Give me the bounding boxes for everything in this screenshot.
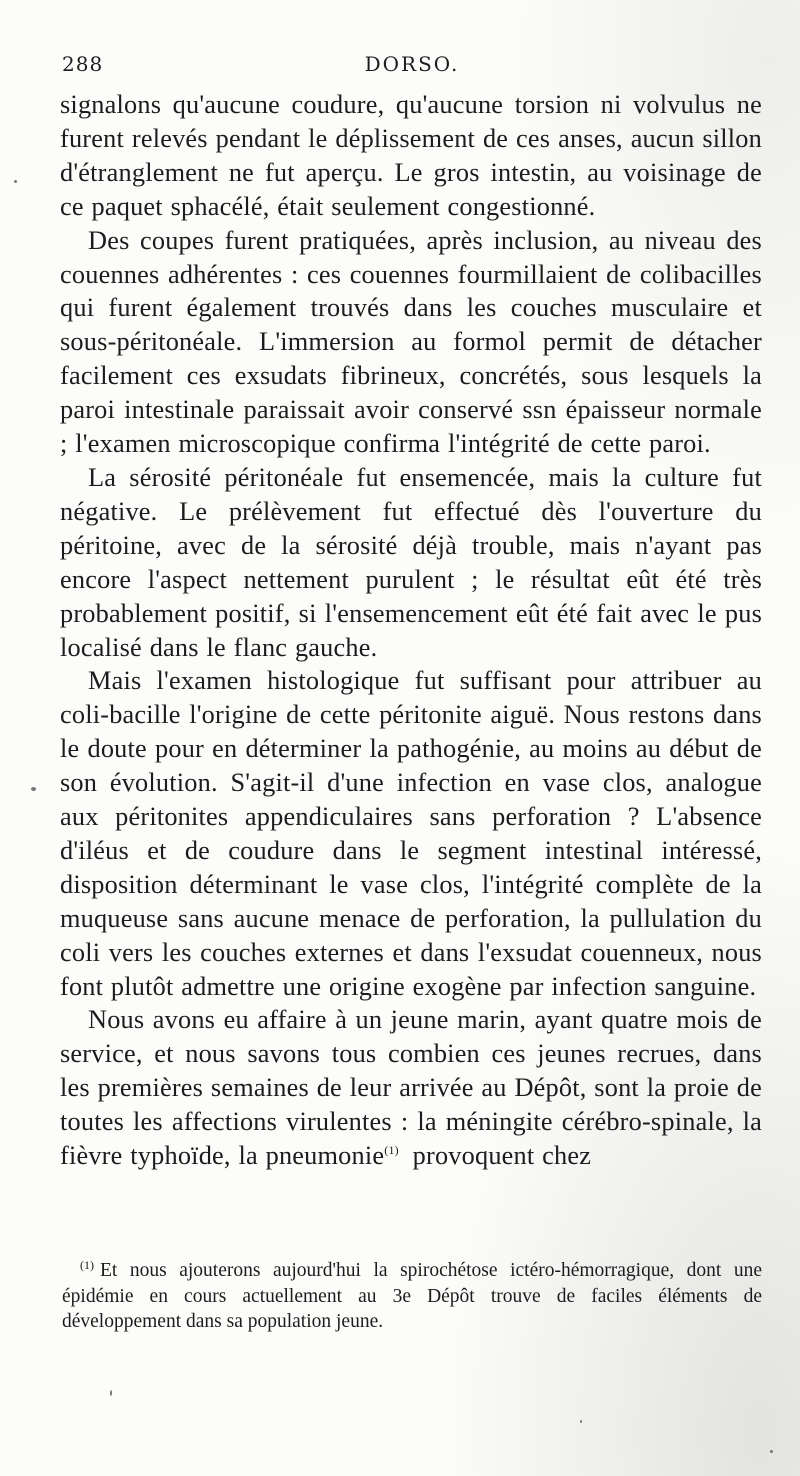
paragraph: La sérosité péritonéale fut ensemencée, mais la culture fut négative. Le prélèvement fut effectué dès l'ouverture du péritoine, avec de la sérosité déjà trouble, mais n'ayant pas encore l'aspect nettement purulent ; le résultat eût été très probablement positif, si l'ensemencement eût été fait avec le pus localisé dans le flanc gauche. (60, 462, 762, 662)
footnote (62, 1258, 762, 1335)
scan-speck (110, 1390, 112, 1396)
scan-speck (14, 180, 17, 183)
body-text (60, 88, 762, 1173)
page-number: 288 (62, 52, 104, 76)
footnote-marker: (1) (80, 1257, 94, 1272)
footnote-text: Et nous ajouterons aujourd'hui la spirochétose ictéro-hémorragique, dont une épidémie en cours actuellement au 3e Dépôt trouve de faciles éléments de développement dans sa population jeune. (62, 1260, 762, 1332)
paragraph-last (60, 1003, 762, 1173)
scan-speck (580, 1420, 582, 1423)
paragraph-continuation: signalons qu'aucune coudure, qu'aucune torsion ni volvulus ne furent relevés pendant le déplissement de ces anses, aucun sillon d'étranglement ne fut aperçu. Le gros intestin, au voisinage de ce paquet sphacélé, était seulement congestionné. (60, 90, 762, 221)
paragraph: Des coupes furent pratiquées, après inclusion, au niveau des couennes adhérentes : ces couennes fourmillaient de colibacilles qui furent également trouvés dans les couches musculaire et sous-péritonéale. L'immersion au formol permit de détacher facilement ces exsudats fibrineux, concrétés, sous lesquels la paroi intestinale paraissait avoir conservé ssn épaisseur normale ; l'examen microscopique confirma l'intégrité de cette paroi. (60, 225, 762, 459)
running-head: DORSO. (364, 52, 460, 76)
paragraph-last-text: Nous avons eu affaire à un jeune marin, ayant quatre mois de service, et nous savons tous combien ces jeunes recrues, dans les premières semaines de leur arrivée au Dépôt, sont la proie de toutes les affections virulentes : la méningite cérébro-spinale, la fièvre typhoïde, la pneumonie (60, 1005, 762, 1171)
page-header (62, 52, 762, 82)
scan-speck (770, 1450, 773, 1453)
paragraph: Mais l'examen histologique fut suffisant pour attribuer au coli-bacille l'origine de cette péritonite aiguë. Nous restons dans le doute pour en déterminer la pathogénie, au moins au début de son évolution. S'agit-il d'une infection en vase clos, analogue aux péritonites appendiculaires sans perforation ? L'absence d'iléus et de coudure dans le segment intestinal intéressé, disposition déterminant le vase clos, l'intégrité complète de la muqueuse sans aucune menace de perforation, la pullulation du coli vers les couches externes et dans l'exsudat couenneux, nous font plutôt admettre une origine exogène par infection sanguine. (60, 666, 762, 1001)
footnote-reference[interactable]: (1) (384, 1143, 399, 1158)
paragraph-last-tail: provoquent chez (404, 1141, 592, 1171)
scan-speck (31, 787, 36, 791)
footnotes (62, 1258, 762, 1335)
